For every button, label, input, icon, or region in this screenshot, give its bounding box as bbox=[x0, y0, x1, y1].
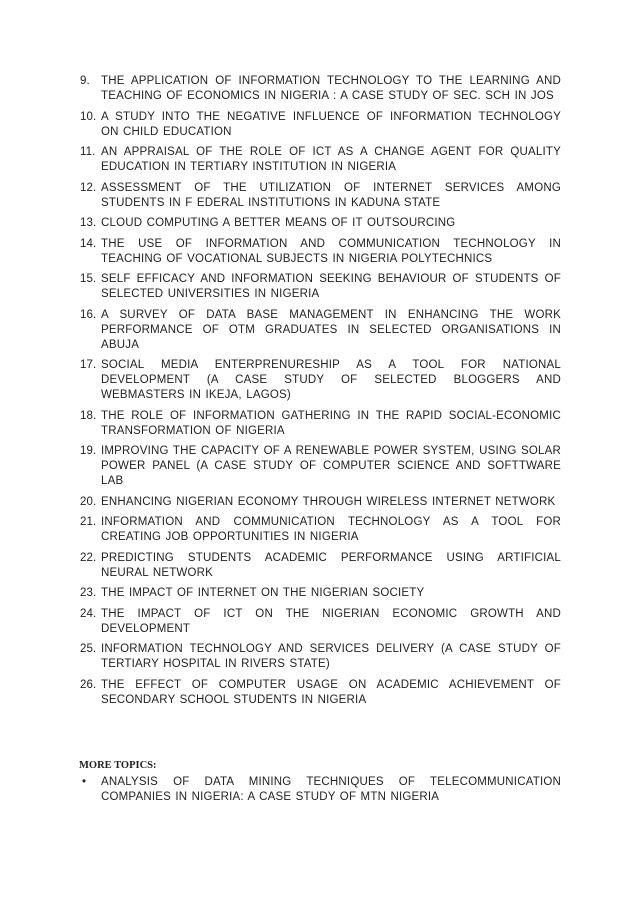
item-number: 19. bbox=[80, 445, 97, 457]
list-item bbox=[80, 444, 561, 489]
more-topics-heading: MORE TOPICS: bbox=[79, 760, 157, 771]
item-number: 12. bbox=[80, 181, 97, 194]
list-item bbox=[80, 237, 561, 267]
item-text: THE APPLICATION OF INFORMATION TECHNOLOGY TO THE LEARNING AND TEACHING OF ECONOMICS IN NIGERIA : A CASE STUDY OF SEC. SCH IN JOS bbox=[101, 75, 561, 102]
list-item bbox=[80, 216, 561, 231]
item-number: 23. bbox=[80, 587, 97, 599]
item-text: THE EFFECT OF COMPUTER USAGE ON ACADEMIC ACHIEVEMENT OF SECONDARY SCHOOL STUDENTS IN NIGERIA bbox=[101, 678, 561, 706]
list-item bbox=[80, 495, 561, 510]
item-text: IMPROVING THE CAPACITY OF A RENEWABLE POWER SYSTEM, USING SOLAR POWER PANEL (A CASE STUDY OF COMPUTER SCIENCE AND SOFTTWARE LAB bbox=[101, 445, 561, 487]
list-item bbox=[80, 145, 561, 175]
item-text: SOCIAL MEDIA ENTERPRENURESHIP AS A TOOL FOR NATIONAL DEVELOPMENT (A CASE STUDY OF SELECTED BLOGGERS AND WEBMASTERS IN IKEJA, LAGOS) bbox=[101, 359, 561, 401]
item-text: INFORMATION TECHNOLOGY AND SERVICES DELIVERY (A CASE STUDY OF TERTIARY HOSPITAL IN RIVERS STATE) bbox=[101, 643, 561, 670]
item-number: 17. bbox=[80, 359, 97, 371]
item-number: 10. bbox=[80, 110, 97, 123]
list-item bbox=[80, 358, 561, 403]
item-text: INFORMATION AND COMMUNICATION TECHNOLOGY AS A TOOL FOR CREATING JOB OPPORTUNITIES IN NIGERIA bbox=[101, 516, 561, 543]
item-text: A SURVEY OF DATA BASE MANAGEMENT IN ENHANCING THE WORK PERFORMANCE OF OTM GRADUATES IN SELECTED ORGANISATIONS IN ABUJA bbox=[101, 308, 561, 351]
more-topics-list bbox=[80, 775, 561, 805]
list-item bbox=[80, 678, 561, 708]
list-item bbox=[80, 110, 561, 140]
list-item bbox=[80, 409, 561, 439]
item-number: 25. bbox=[80, 643, 97, 655]
item-text: AN APPRAISAL OF THE ROLE OF ICT AS A CHANGE AGENT FOR QUALITY EDUCATION IN TERTIARY INSTITUTION IN NIGERIA bbox=[101, 146, 561, 173]
item-number: 11. bbox=[80, 146, 96, 158]
topic-list bbox=[80, 74, 561, 713]
list-item bbox=[80, 272, 561, 302]
bullet-icon: • bbox=[82, 776, 87, 788]
item-text: THE ROLE OF INFORMATION GATHERING IN THE RAPID SOCIAL-ECONOMIC TRANSFORMATION OF NIGERIA bbox=[101, 409, 561, 437]
list-item bbox=[80, 775, 561, 805]
item-number: 21. bbox=[80, 516, 97, 528]
item-text: SELF EFFICACY AND INFORMATION SEEKING BEHAVIOUR OF STUDENTS OF SELECTED UNIVERSITIES IN NIGERIA bbox=[101, 273, 561, 300]
item-number: 24. bbox=[80, 607, 97, 620]
item-text: THE IMPACT OF INTERNET ON THE NIGERIAN SOCIETY bbox=[101, 587, 425, 599]
item-text: ASSESSMENT OF THE UTILIZATION OF INTERNET SERVICES AMONG STUDENTS IN F EDERAL INSTITUTIONS IN KADUNA STATE bbox=[101, 181, 561, 209]
item-text: THE USE OF INFORMATION AND COMMUNICATION TECHNOLOGY IN TEACHING OF VOCATIONAL SUBJECTS IN NIGERIA POLYTECHNICS bbox=[101, 237, 561, 265]
item-number: 15. bbox=[80, 273, 97, 285]
list-item bbox=[80, 74, 561, 104]
item-text: A STUDY INTO THE NEGATIVE INFLUENCE OF INFORMATION TECHNOLOGY ON CHILD EDUCATION bbox=[101, 110, 561, 138]
item-text: PREDICTING STUDENTS ACADEMIC PERFORMANCE USING ARTIFICIAL NEURAL NETWORK bbox=[101, 551, 561, 579]
item-number: 20. bbox=[80, 495, 97, 508]
item-number: 16. bbox=[80, 308, 97, 321]
list-item bbox=[80, 181, 561, 211]
item-text: ENHANCING NIGERIAN ECONOMY THROUGH WIRELESS INTERNET NETWORK bbox=[101, 495, 556, 508]
item-number: 22. bbox=[80, 551, 97, 564]
list-item bbox=[80, 642, 561, 672]
list-item bbox=[80, 515, 561, 545]
list-item bbox=[80, 607, 561, 637]
item-number: 9. bbox=[80, 75, 90, 87]
list-item bbox=[80, 586, 561, 601]
item-text: ANALYSIS OF DATA MINING TECHNIQUES OF TELECOMMUNICATION COMPANIES IN NIGERIA: A CASE STUDY OF MTN NIGERIA bbox=[101, 776, 561, 803]
item-text: CLOUD COMPUTING A BETTER MEANS OF IT OUTSOURCING bbox=[101, 217, 456, 229]
item-number: 18. bbox=[80, 409, 97, 422]
item-number: 26. bbox=[80, 678, 97, 691]
item-number: 14. bbox=[80, 237, 97, 250]
list-item bbox=[80, 308, 561, 353]
item-number: 13. bbox=[80, 217, 97, 229]
list-item bbox=[80, 551, 561, 581]
item-text: THE IMPACT OF ICT ON THE NIGERIAN ECONOMIC GROWTH AND DEVELOPMENT bbox=[101, 607, 561, 635]
